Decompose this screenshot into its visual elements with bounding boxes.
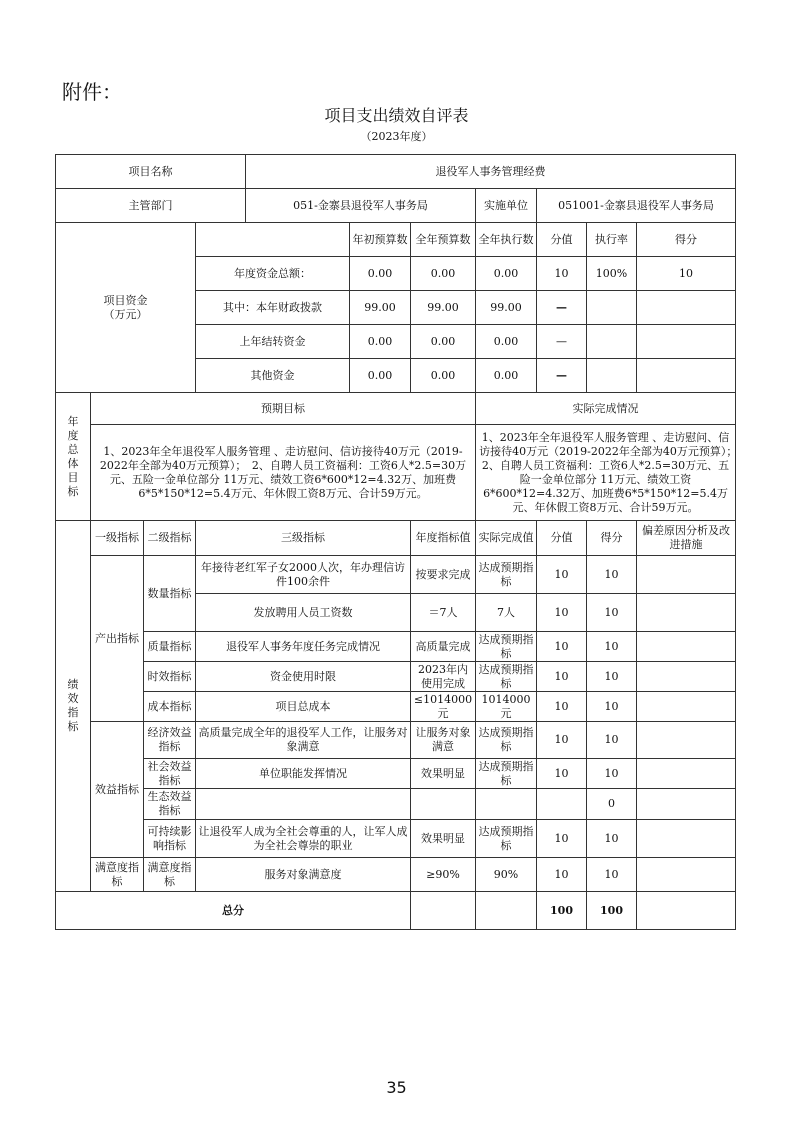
funds-row-executed: 0.00 [476,359,537,393]
funds-header-row [56,223,736,257]
funds-row-label: 年度资金总额： [196,257,350,291]
goals-content-row [56,425,736,521]
indicator-analysis [637,556,736,594]
indicator-analysis [637,722,736,759]
goals-expected-text: 1、2023年全年退役军人服务管理 、走访慰问、信访接待40万元（2019-2022年全部为40万元预算）； 2、自聘人员工资福利：工资6人*2.5=30万元、五险一金单位部分 11万元、绩效工资6*600*12=4.32万、加班费6*5*150*12=5.4万元、年休假工资8万元、合计59万元。 [91,425,476,521]
indicator-score: 0 [587,789,637,820]
funds-row-initial: 0.00 [350,359,411,393]
funds-row-annual: 0.00 [411,359,476,393]
total-label: 总分 [56,892,411,930]
group-benefit: 效益指标 [91,722,144,858]
total-row [56,892,736,930]
goals-header-row [56,393,736,425]
page-title: 项目支出绩效自评表 [324,106,469,125]
indicator-text: 让退役军人成为全社会尊重的人，让军人成为全社会尊崇的职业 [196,820,411,858]
subgroup-quality: 质量指标 [144,632,196,662]
indicator-score: 10 [587,722,637,759]
indicator-row [56,692,736,722]
subgroup-satisfaction: 满意度指标 [144,858,196,892]
page-subtitle-year: （2023年度） [360,130,433,143]
funds-row-score: 10 [637,257,736,291]
funds-row-label: 上年结转资金 [196,325,350,359]
header-level2: 二级指标 [144,521,196,556]
header-analysis: 偏差原因分析及改进措施 [637,521,736,556]
goals-actual-text: 1、2023年全年退役军人服务管理 、走访慰问、信访接待40万元（2019-2022年全部为40万元预算）； 2、自聘人员工资福利：工资6人*2.5=30万元、五险一金单位部分 11万元、绩效工资6*600*12=4.32万、加班费6*5*150*12=5.4万元、年休假工资8万元、合计59万元。 [476,425,736,521]
funds-header-score-value: 分值 [537,223,587,257]
indicator-score: 10 [587,858,637,892]
header-score: 得分 [587,521,637,556]
indicator-score: 10 [587,556,637,594]
total-score-value: 100 [537,892,587,930]
funds-row-executed: 0.00 [476,325,537,359]
indicator-row [56,722,736,759]
funds-label: 项目资金 （万元） [56,223,196,393]
funds-row-initial: 0.00 [350,257,411,291]
funds-row-label: 其中：本年财政拨款 [196,291,350,325]
funds-row-rate [587,325,637,359]
group-output: 产出指标 [91,556,144,722]
funds-header-blank [196,223,350,257]
indicator-score-value: 10 [537,692,587,722]
funds-row-score [637,291,736,325]
header-actual: 实际完成值 [476,521,537,556]
indicator-row [56,789,736,820]
indicator-actual: 90% [476,858,537,892]
indicator-actual: 达成预期指标 [476,820,537,858]
indicator-actual: 1014000元 [476,692,537,722]
indicator-text: 年接待老红军子女2000人次，年办理信访件100余件 [196,556,411,594]
group-satisfaction: 满意度指标 [91,858,144,892]
funds-row-score [637,325,736,359]
funds-row-rate [587,291,637,325]
indicator-target: ≤1014000元 [411,692,476,722]
indicator-row [56,556,736,594]
funds-row-executed: 0.00 [476,257,537,291]
subgroup-sustainable: 可持续影响指标 [144,820,196,858]
indicator-analysis [637,858,736,892]
indicator-score-value: 10 [537,662,587,692]
indicator-score: 10 [587,759,637,789]
indicator-text: 发放聘用人员工资数 [196,594,411,632]
total-blank-target [411,892,476,930]
indicator-target: 让服务对象满意 [411,722,476,759]
funds-row-score-value: — [537,291,587,325]
indicator-score-value: 10 [537,820,587,858]
indicator-target [411,789,476,820]
indicator-score-value: 10 [537,594,587,632]
funds-row-executed: 99.00 [476,291,537,325]
indicator-analysis [637,759,736,789]
indicator-text: 项目总成本 [196,692,411,722]
project-name-row [56,155,736,189]
subgroup-ecological: 生态效益指标 [144,789,196,820]
header-level3: 三级指标 [196,521,411,556]
header-level1: 一级指标 [91,521,144,556]
page-number: 35 [386,1078,407,1097]
funds-row-initial: 0.00 [350,325,411,359]
header-score-value: 分值 [537,521,587,556]
indicator-row [56,820,736,858]
indicator-analysis [637,662,736,692]
indicator-text [196,789,411,820]
funds-row-initial: 99.00 [350,291,411,325]
funds-row-score-value: — [537,359,587,393]
indicator-score-value: 10 [537,722,587,759]
funds-row-annual: 99.00 [411,291,476,325]
subgroup-cost: 成本指标 [144,692,196,722]
indicator-actual: 7人 [476,594,537,632]
implementing-unit-label: 实施单位 [476,189,537,223]
implementing-unit-value: 051001-金寨县退役军人事务局 [537,189,736,223]
funds-header-score: 得分 [637,223,736,257]
indicator-target: 效果明显 [411,820,476,858]
indicator-score: 10 [587,820,637,858]
indicator-analysis [637,789,736,820]
funds-header-annual: 全年预算数 [411,223,476,257]
indicator-target: ＝7人 [411,594,476,632]
header-target: 年度指标值 [411,521,476,556]
indicator-target: ≥90% [411,858,476,892]
department-row [56,189,736,223]
indicator-score-value [537,789,587,820]
indicator-analysis [637,632,736,662]
goals-side-label: 年 度 总 体 目 标 [56,393,91,521]
funds-row-score-value: — [537,325,587,359]
funds-header-rate: 执行率 [587,223,637,257]
indicator-target: 高质量完成 [411,632,476,662]
indicator-score: 10 [587,692,637,722]
indicator-analysis [637,692,736,722]
indicator-actual: 达成预期指标 [476,662,537,692]
indicator-score-value: 10 [537,632,587,662]
indicator-text: 单位职能发挥情况 [196,759,411,789]
funds-row-score-value: 10 [537,257,587,291]
attachment-label: 附件： [62,80,122,104]
funds-row-rate: 100% [587,257,637,291]
performance-header-row [56,521,736,556]
funds-row-annual: 0.00 [411,257,476,291]
total-blank-analysis [637,892,736,930]
funds-header-initial: 年初预算数 [350,223,411,257]
indicator-text: 服务对象满意度 [196,858,411,892]
goals-expected-label: 预期目标 [91,393,476,425]
subgroup-timeliness: 时效指标 [144,662,196,692]
total-blank-actual [476,892,537,930]
department-value: 051-金寨县退役军人事务局 [246,189,476,223]
indicator-actual: 达成预期指标 [476,632,537,662]
indicator-row [56,858,736,892]
subgroup-quantity: 数量指标 [144,556,196,632]
indicator-text: 退役军人事务年度任务完成情况 [196,632,411,662]
indicator-row [56,632,736,662]
indicator-text: 资金使用时限 [196,662,411,692]
performance-side-label: 绩 效 指 标 [56,521,91,892]
indicator-row [56,662,736,692]
funds-row-annual: 0.00 [411,325,476,359]
indicator-actual: 达成预期指标 [476,759,537,789]
funds-row-score [637,359,736,393]
indicator-actual: 达成预期指标 [476,556,537,594]
department-label: 主管部门 [56,189,246,223]
indicator-score: 10 [587,632,637,662]
funds-row-label: 其他资金 [196,359,350,393]
indicator-actual: 达成预期指标 [476,722,537,759]
indicator-row [56,759,736,789]
funds-row-rate [587,359,637,393]
total-score: 100 [587,892,637,930]
indicator-analysis [637,594,736,632]
indicator-analysis [637,820,736,858]
indicator-score-value: 10 [537,858,587,892]
indicator-target: 2023年内使用完成 [411,662,476,692]
indicator-actual [476,789,537,820]
funds-header-executed: 全年执行数 [476,223,537,257]
indicator-score: 10 [587,662,637,692]
indicator-score-value: 10 [537,556,587,594]
indicator-target: 按要求完成 [411,556,476,594]
project-name-value: 退役军人事务管理经费 [246,155,736,189]
project-name-label: 项目名称 [56,155,246,189]
indicator-score: 10 [587,594,637,632]
indicator-text: 高质量完成全年的退役军人工作，让服务对象满意 [196,722,411,759]
indicator-target: 效果明显 [411,759,476,789]
subgroup-social: 社会效益指标 [144,759,196,789]
self-evaluation-table [55,154,743,930]
subgroup-economic: 经济效益指标 [144,722,196,759]
goals-actual-label: 实际完成情况 [476,393,736,425]
indicator-score-value: 10 [537,759,587,789]
